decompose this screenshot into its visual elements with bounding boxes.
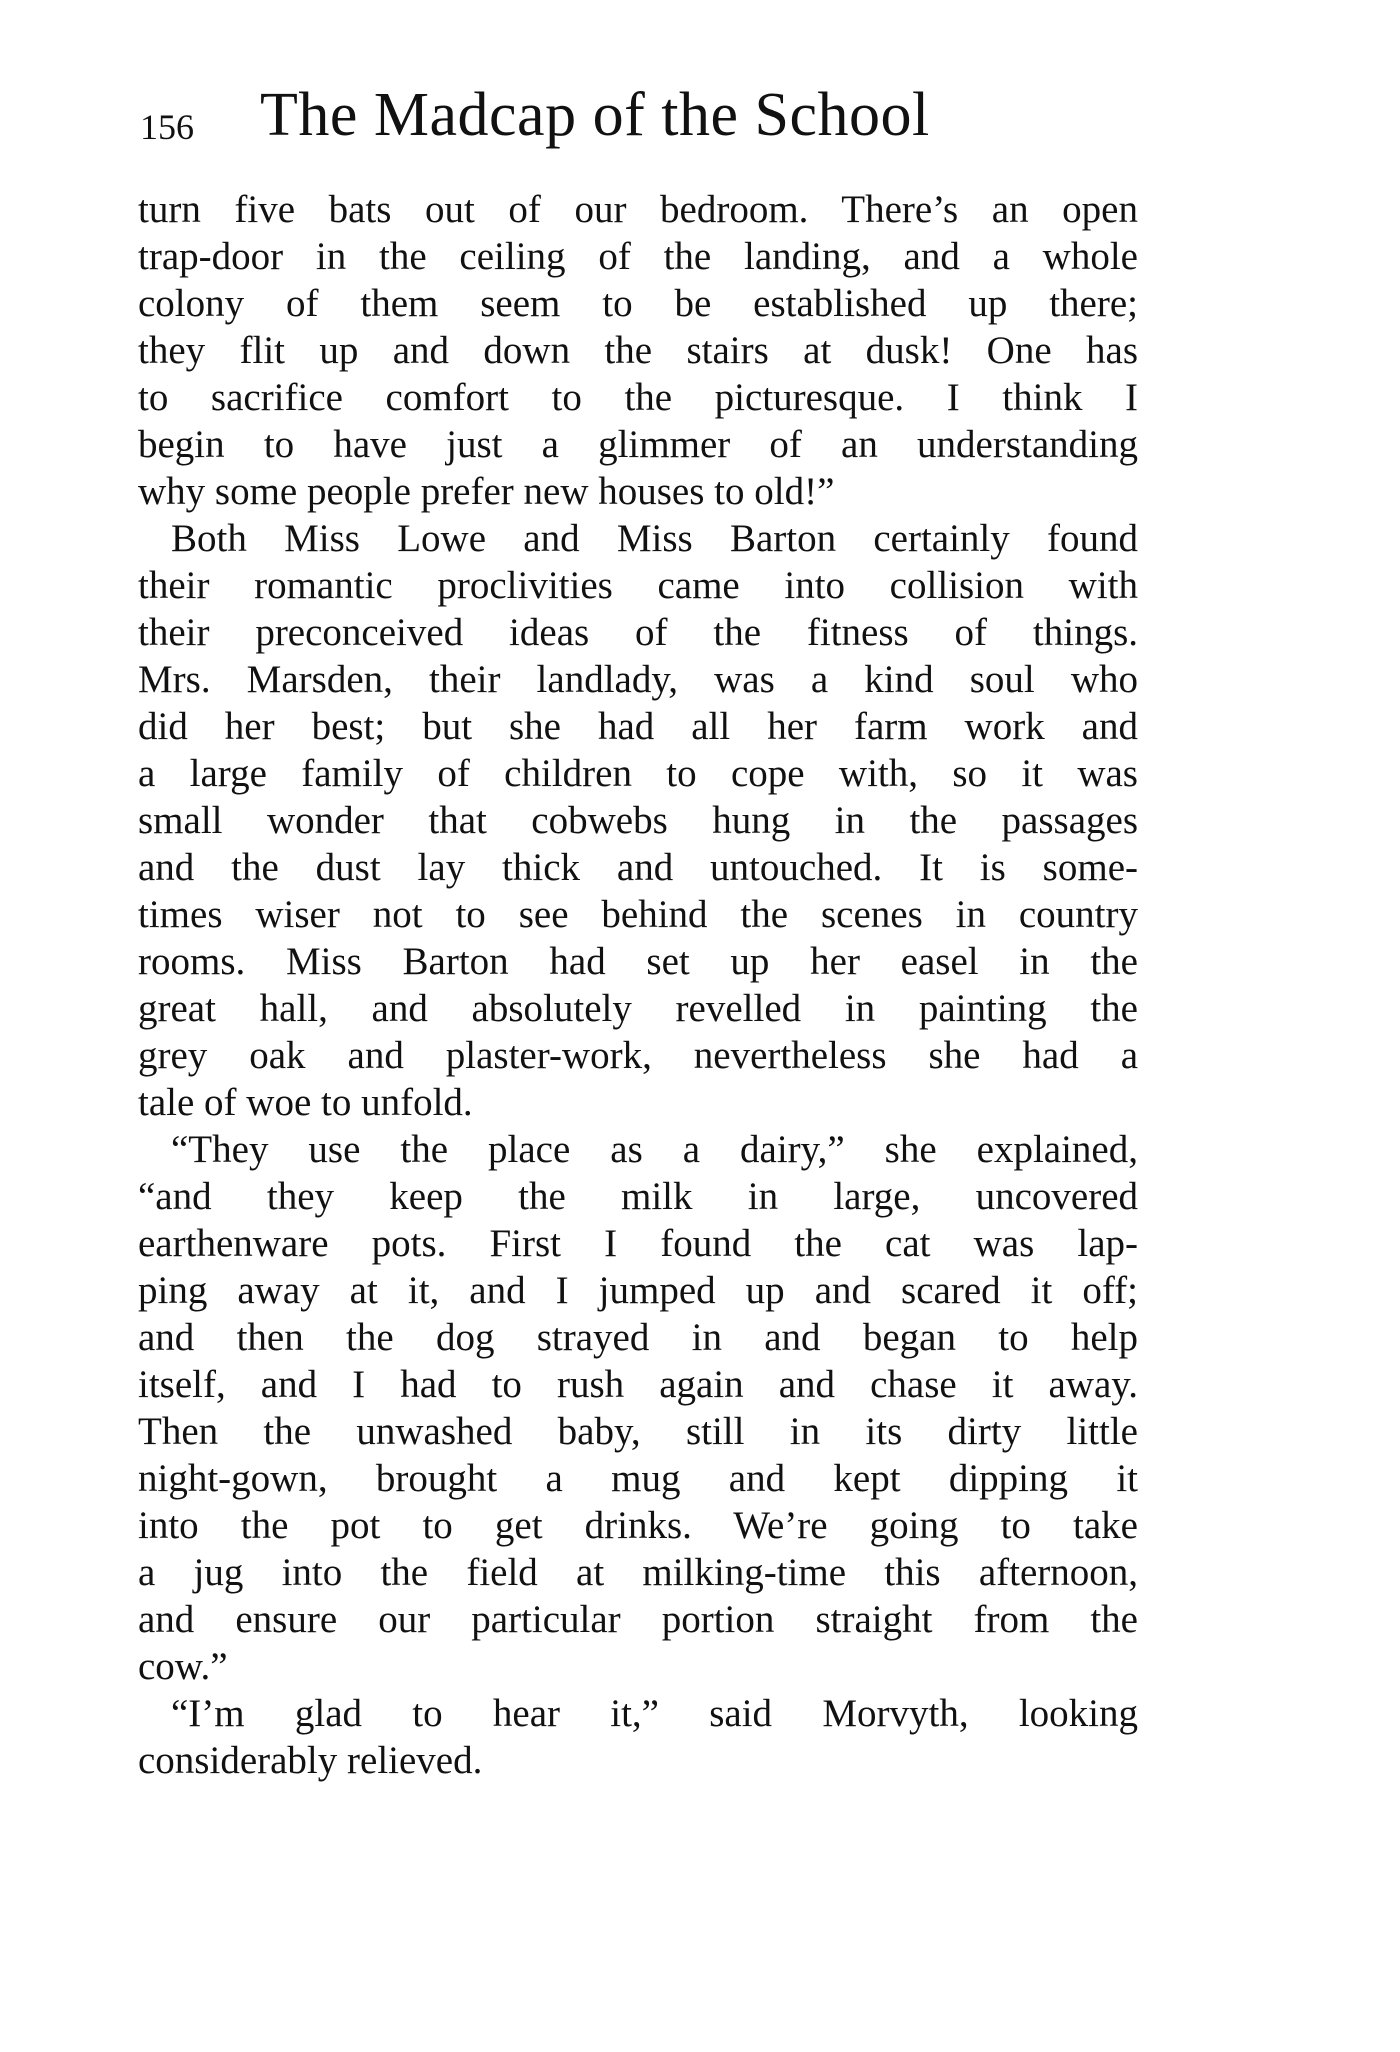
text-line: a jug into the field at milking-time this afternoon,	[138, 1551, 1138, 1594]
text-line: “I’m glad to hear it,” said Morvyth, looking	[171, 1692, 1138, 1735]
text-line: earthenware pots. First I found the cat was lap-	[138, 1222, 1138, 1265]
text-line: times wiser not to see behind the scenes in country	[138, 893, 1138, 936]
text-line: and then the dog strayed in and began to help	[138, 1316, 1138, 1359]
text-line: begin to have just a glimmer of an understanding	[138, 423, 1138, 466]
running-title: The Madcap of the School	[260, 81, 930, 149]
page-number: 156	[140, 107, 194, 147]
text-line: they flit up and down the stairs at dusk! One has	[138, 329, 1138, 372]
text-line: their preconceived ideas of the fitness of things.	[138, 611, 1138, 654]
page-header	[140, 80, 1140, 150]
text-line: “They use the place as a dairy,” she explained,	[171, 1128, 1138, 1171]
text-line: and ensure our particular portion straight from the	[138, 1598, 1138, 1641]
text-line: into the pot to get drinks. We’re going to take	[138, 1504, 1138, 1547]
text-line: grey oak and plaster-work, nevertheless she had a	[138, 1034, 1138, 1077]
text-line: their romantic proclivities came into collision with	[138, 564, 1138, 607]
text-line: to sacrifice comfort to the picturesque. I think I	[138, 376, 1138, 419]
text-line: “and they keep the milk in large, uncovered	[138, 1175, 1138, 1218]
text-line: Mrs. Marsden, their landlady, was a kind soul who	[138, 658, 1138, 701]
text-line: considerably relieved.	[138, 1739, 483, 1782]
text-line: why some people prefer new houses to old!”	[138, 470, 835, 513]
text-line: Both Miss Lowe and Miss Barton certainly found	[171, 517, 1138, 560]
text-line: and the dust lay thick and untouched. It is some-	[138, 846, 1138, 889]
text-line: turn five bats out of our bedroom. There’s an open	[138, 188, 1138, 231]
text-line: rooms. Miss Barton had set up her easel in the	[138, 940, 1138, 983]
text-line: tale of woe to unfold.	[138, 1081, 473, 1124]
text-line: trap-door in the ceiling of the landing, and a whole	[138, 235, 1138, 278]
text-line: did her best; but she had all her farm work and	[138, 705, 1138, 748]
text-line: great hall, and absolutely revelled in painting the	[138, 987, 1138, 1030]
text-line: cow.”	[138, 1645, 228, 1688]
body-text	[138, 186, 1138, 1784]
text-line: colony of them seem to be established up there;	[138, 282, 1138, 325]
text-line: itself, and I had to rush again and chase it away.	[138, 1363, 1138, 1406]
text-line: Then the unwashed baby, still in its dirty little	[138, 1410, 1138, 1453]
text-line: small wonder that cobwebs hung in the passages	[138, 799, 1138, 842]
text-line: night-gown, brought a mug and kept dipping it	[138, 1457, 1138, 1500]
text-line: a large family of children to cope with, so it was	[138, 752, 1138, 795]
text-line: ping away at it, and I jumped up and scared it off;	[138, 1269, 1138, 1312]
